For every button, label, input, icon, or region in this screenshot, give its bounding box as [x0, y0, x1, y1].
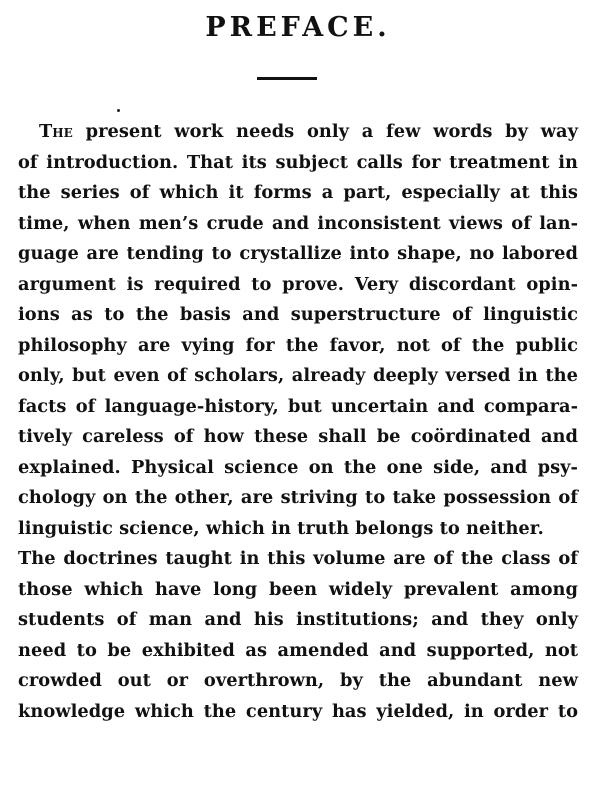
paragraph-line: argument is required to prove. Very discordant opin- — [18, 273, 578, 295]
paragraph-line: students of man and his institutions; and they only — [18, 609, 578, 630]
paragraph-line: the series of which it forms a part, especially at this — [18, 182, 578, 203]
paragraph-line: crowded out or overthrown, by the abundant new — [18, 670, 578, 691]
paragraph-line: chology on the other, are striving to take possession of — [18, 487, 578, 508]
paragraph-line: of introduction. That its subject calls for treatment in — [18, 151, 578, 173]
paragraph-line: time, when men’s crude and inconsistent views of lan- — [18, 212, 578, 234]
paragraph-line: guage are tending to crystallize into shape, no labored — [18, 243, 578, 264]
first-word: The — [39, 121, 73, 142]
paragraph-line: The present work needs only a few words by way — [39, 121, 578, 142]
paragraph-line: ions as to the basis and superstructure of linguistic — [18, 304, 578, 325]
paragraph-line: linguistic science, which in truth belongs to neither. — [18, 517, 544, 539]
page-title: PREFACE. — [205, 12, 391, 43]
paragraph-line: only, but even of scholars, already deeply versed in the — [18, 365, 578, 386]
paragraph-line: The doctrines taught in this volume are of the class of — [18, 548, 578, 569]
paragraph-line: those which have long been widely prevalent among — [18, 578, 578, 600]
paragraph-line: explained. Physical science on the one side, and psy- — [18, 456, 578, 478]
paragraph-line: need to be exhibited as amended and supported, not — [18, 639, 578, 661]
paragraph-line: knowledge which the century has yielded, in order to — [18, 700, 578, 722]
print-speck — [117, 109, 120, 112]
paragraph-line: tively careless of how these shall be coördinated and — [18, 426, 578, 447]
preface-paragraph — [18, 117, 578, 727]
title-rule — [257, 77, 317, 80]
paragraph-line: facts of language-history, but uncertain and compara- — [18, 395, 578, 417]
paragraph-line: philosophy are vying for the favor, not of the public — [18, 334, 578, 356]
